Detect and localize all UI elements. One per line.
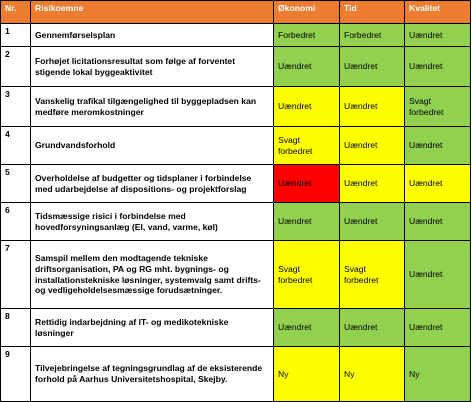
table-row	[1, 47, 471, 87]
table-row	[1, 127, 471, 165]
row-number: 3	[1, 87, 31, 127]
risk-description: Tilvejebringelse af tegningsgrundlag af de eksisterende forhold på Aarhus Universitetshospital, Skejby.	[31, 347, 274, 402]
tid-status: Ny	[340, 347, 405, 402]
header-nr: Nr.	[1, 1, 31, 24]
okonomi-status: Uændret	[274, 203, 340, 241]
tid-status: Uændret	[340, 47, 405, 87]
tid-status: Uændret	[340, 165, 405, 203]
risk-description: Grundvandsforhold	[31, 127, 274, 165]
row-number: 7	[1, 241, 31, 309]
row-number: 5	[1, 165, 31, 203]
header-tid: Tid	[340, 1, 405, 24]
table-row	[1, 203, 471, 241]
table-row	[1, 309, 471, 347]
table-row	[1, 241, 471, 309]
okonomi-status: Svagt forbedret	[274, 241, 340, 309]
table-row	[1, 87, 471, 127]
kvalitet-status: Uændret	[405, 127, 471, 165]
header-row	[1, 1, 471, 24]
row-number: 6	[1, 203, 31, 241]
tid-status: Svagt forbedret	[340, 241, 405, 309]
kvalitet-status: Uændret	[405, 24, 471, 47]
kvalitet-status: Uændret	[405, 47, 471, 87]
risk-description: Samspil mellem den modtagende tekniske driftsorganisation, PA og RG mht. bygnings- og installationstekniske løsninger, systemvalg samt drifts- og vedligeholdelsesmæssige forudsætninger.	[31, 241, 274, 309]
tid-status: Forbedret	[340, 24, 405, 47]
okonomi-status: Forbedret	[274, 24, 340, 47]
okonomi-status: Uændret	[274, 47, 340, 87]
risk-description: Forhøjet licitationsresultat som følge af forventet stigende lokal byggeaktivitet	[31, 47, 274, 87]
row-number: 2	[1, 47, 31, 87]
tid-status: Uændret	[340, 87, 405, 127]
header-risikoemne: Risikoemne	[31, 1, 274, 24]
kvalitet-status: Uændret	[405, 165, 471, 203]
risk-description: Tidsmæssige risici i forbindelse med hovedforsyningsanlæg (El, vand, varme, køl)	[31, 203, 274, 241]
row-number: 9	[1, 347, 31, 402]
table-row	[1, 24, 471, 47]
risk-description: Gennemførselsplan	[31, 24, 274, 47]
kvalitet-status: Uændret	[405, 309, 471, 347]
okonomi-status: Svagt forbedret	[274, 127, 340, 165]
risk-description: Rettidig indarbejdning af IT- og medikotekniske løsninger	[31, 309, 274, 347]
row-number: 8	[1, 309, 31, 347]
kvalitet-status: Uændret	[405, 241, 471, 309]
tid-status: Uændret	[340, 127, 405, 165]
risk-description: Overholdelse af budgetter og tidsplaner i forbindelse med udarbejdelse af dispositions- og projektforslag	[31, 165, 274, 203]
header-kvalitet: Kvalitet	[405, 1, 471, 24]
tid-status: Uændret	[340, 309, 405, 347]
okonomi-status: Uændret	[274, 165, 340, 203]
tid-status: Uændret	[340, 203, 405, 241]
header-okonomi: Økonomi	[274, 1, 340, 24]
row-number: 4	[1, 127, 31, 165]
kvalitet-status: Uændret	[405, 203, 471, 241]
row-number: 1	[1, 24, 31, 47]
okonomi-status: Uændret	[274, 87, 340, 127]
kvalitet-status: Svagt forbedret	[405, 87, 471, 127]
risk-description: Vanskelig trafikal tilgængelighed til byggepladsen kan medføre meromkostninger	[31, 87, 274, 127]
okonomi-status: Uændret	[274, 309, 340, 347]
table-row	[1, 165, 471, 203]
kvalitet-status: Ny	[405, 347, 471, 402]
table-row	[1, 347, 471, 402]
okonomi-status: Ny	[274, 347, 340, 402]
